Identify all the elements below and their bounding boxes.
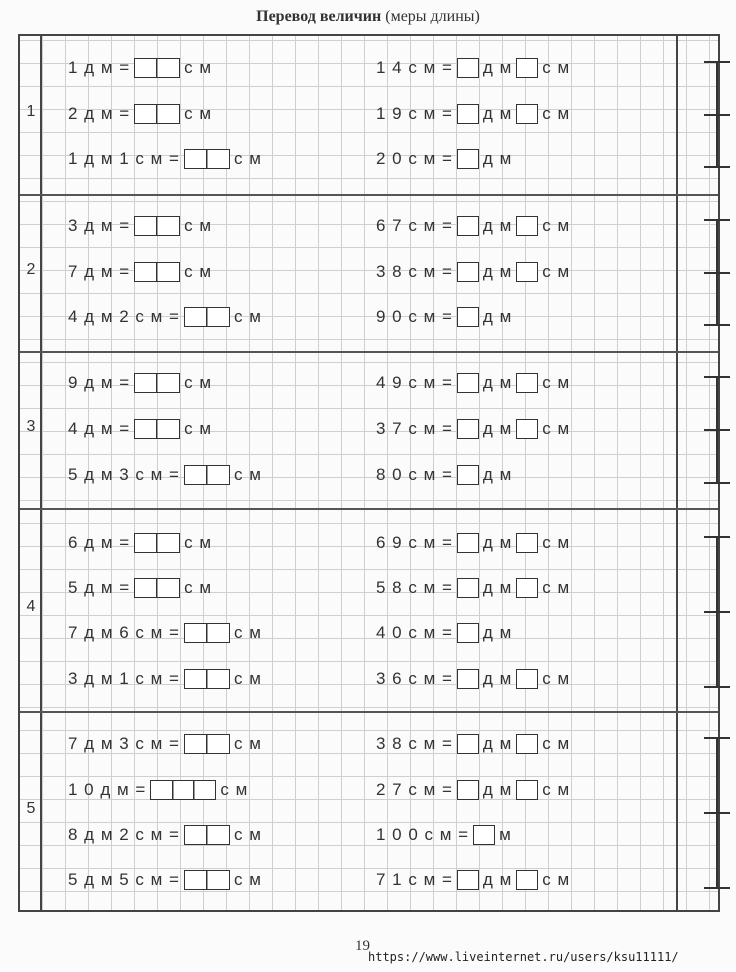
unit-label: с м bbox=[184, 262, 213, 281]
unit-label: д м bbox=[482, 465, 513, 484]
left-equation bbox=[68, 465, 262, 485]
ruler-tick bbox=[704, 166, 730, 168]
answer-box[interactable] bbox=[457, 419, 479, 439]
equation-expression: 5 д м = bbox=[68, 578, 131, 597]
equation-expression: 5 д м 5 с м = bbox=[68, 870, 180, 889]
segment-ruler bbox=[704, 537, 730, 687]
unit-label: с м bbox=[184, 578, 213, 597]
left-equation bbox=[68, 623, 262, 643]
answer-box[interactable] bbox=[457, 623, 479, 643]
unit-label: с м bbox=[233, 307, 262, 326]
page-number: 19 bbox=[355, 938, 370, 954]
unit-label: с м bbox=[233, 149, 262, 168]
section-number: 2 bbox=[26, 260, 36, 278]
equation-expression: 9 0 с м = bbox=[376, 307, 453, 326]
answer-box[interactable] bbox=[457, 216, 479, 236]
equation-expression: 3 8 с м = bbox=[376, 734, 453, 753]
unit-label: д м bbox=[482, 623, 513, 642]
answer-box[interactable] bbox=[134, 419, 180, 439]
answer-box[interactable] bbox=[516, 780, 538, 800]
equation-expression: 1 д м = bbox=[68, 58, 131, 77]
section-number: 5 bbox=[26, 799, 36, 817]
unit-label: с м bbox=[220, 780, 249, 799]
answer-box[interactable] bbox=[134, 216, 180, 236]
ruler-tick bbox=[704, 61, 730, 63]
equation-expression: 3 8 с м = bbox=[376, 262, 453, 281]
equation-expression: 4 д м 2 с м = bbox=[68, 307, 180, 326]
unit-label: с м bbox=[542, 870, 571, 889]
answer-box[interactable] bbox=[457, 533, 479, 553]
right-equation bbox=[376, 216, 570, 236]
segment-ruler bbox=[704, 220, 730, 325]
unit-label: д м bbox=[482, 58, 513, 77]
unit-label: с м bbox=[542, 104, 571, 123]
unit-label: д м bbox=[482, 533, 513, 552]
equation-expression: 3 7 с м = bbox=[376, 419, 453, 438]
equation-expression: 3 д м 1 с м = bbox=[68, 669, 180, 688]
unit-label: с м bbox=[542, 373, 571, 392]
equation-expression: 1 9 с м = bbox=[376, 104, 453, 123]
left-equation bbox=[68, 373, 212, 393]
answer-box[interactable] bbox=[457, 465, 479, 485]
answer-box[interactable] bbox=[134, 104, 180, 124]
unit-label: с м bbox=[184, 533, 213, 552]
unit-label: с м bbox=[233, 623, 262, 642]
left-equation bbox=[68, 262, 212, 282]
unit-label: с м bbox=[233, 669, 262, 688]
answer-box[interactable] bbox=[184, 734, 230, 754]
number-column-divider bbox=[40, 36, 42, 910]
answer-box[interactable] bbox=[457, 780, 479, 800]
unit-label: с м bbox=[233, 465, 262, 484]
unit-label: с м bbox=[184, 58, 213, 77]
right-equation bbox=[376, 307, 512, 327]
answer-box[interactable] bbox=[134, 533, 180, 553]
answer-box[interactable] bbox=[184, 870, 230, 890]
equation-expression: 4 9 с м = bbox=[376, 373, 453, 392]
segment-ruler bbox=[704, 62, 730, 167]
right-equation bbox=[376, 578, 570, 598]
equation-expression: 7 д м 6 с м = bbox=[68, 623, 180, 642]
ruler-tick bbox=[704, 429, 730, 431]
answer-box[interactable] bbox=[457, 307, 479, 327]
section-number: 1 bbox=[26, 103, 36, 120]
section-number: 3 bbox=[26, 417, 36, 435]
unit-label: д м bbox=[482, 734, 513, 753]
equation-expression: 8 д м 2 с м = bbox=[68, 825, 180, 844]
unit-label: с м bbox=[233, 870, 262, 889]
ruler-tick bbox=[704, 887, 730, 889]
unit-label: с м bbox=[233, 825, 262, 844]
left-equation bbox=[68, 669, 262, 689]
equation-expression: 4 д м = bbox=[68, 419, 131, 438]
equation-expression: 4 0 с м = bbox=[376, 623, 453, 642]
right-equation bbox=[376, 669, 570, 689]
ruler-column-divider bbox=[676, 36, 678, 910]
title-bold: Перевод величин bbox=[256, 8, 382, 25]
equation-expression: 6 7 с м = bbox=[376, 216, 453, 235]
unit-label: с м bbox=[184, 419, 213, 438]
right-equation bbox=[376, 58, 570, 78]
equation-expression: 7 д м 3 с м = bbox=[68, 734, 180, 753]
equation-expression: 3 6 с м = bbox=[376, 669, 453, 688]
equation-expression: 1 0 0 с м = bbox=[376, 825, 470, 844]
left-equation bbox=[68, 419, 212, 439]
unit-label: д м bbox=[482, 669, 513, 688]
segment-ruler bbox=[704, 377, 730, 483]
unit-label: д м bbox=[482, 870, 513, 889]
equation-expression: 2 д м = bbox=[68, 104, 131, 123]
answer-box[interactable] bbox=[457, 578, 479, 598]
left-equation bbox=[68, 825, 262, 845]
left-equation bbox=[68, 533, 212, 553]
answer-box[interactable] bbox=[457, 58, 479, 78]
unit-label: д м bbox=[482, 578, 513, 597]
unit-label: с м bbox=[542, 734, 571, 753]
right-equation bbox=[376, 104, 570, 124]
answer-box[interactable] bbox=[184, 149, 230, 169]
answer-box[interactable] bbox=[134, 262, 180, 282]
answer-box[interactable] bbox=[457, 149, 479, 169]
unit-label: д м bbox=[482, 149, 513, 168]
section-divider bbox=[20, 711, 718, 713]
left-equation bbox=[68, 149, 262, 169]
ruler-tick bbox=[704, 611, 730, 613]
unit-label: с м bbox=[184, 216, 213, 235]
equation-expression: 3 д м = bbox=[68, 216, 131, 235]
equation-expression: 6 9 с м = bbox=[376, 533, 453, 552]
right-equation bbox=[376, 465, 512, 485]
answer-box[interactable] bbox=[516, 870, 538, 890]
right-equation bbox=[376, 373, 570, 393]
section-divider bbox=[20, 351, 718, 353]
equation-expression: 5 д м 3 с м = bbox=[68, 465, 180, 484]
unit-label: д м bbox=[482, 373, 513, 392]
answer-box[interactable] bbox=[457, 104, 479, 124]
right-equation bbox=[376, 262, 570, 282]
unit-label: д м bbox=[482, 104, 513, 123]
unit-label: с м bbox=[542, 58, 571, 77]
unit-label: с м bbox=[233, 734, 262, 753]
section-divider bbox=[20, 194, 718, 196]
left-equation bbox=[68, 307, 262, 327]
equation-expression: 1 0 д м = bbox=[68, 780, 147, 799]
answer-box[interactable] bbox=[184, 825, 230, 845]
answer-box[interactable] bbox=[457, 262, 479, 282]
answer-box[interactable] bbox=[150, 780, 216, 800]
equation-expression: 8 0 с м = bbox=[376, 465, 453, 484]
answer-box[interactable] bbox=[134, 373, 180, 393]
ruler-tick bbox=[704, 219, 730, 221]
equation-expression: 1 4 с м = bbox=[376, 58, 453, 77]
unit-label: с м bbox=[542, 669, 571, 688]
section-number: 4 bbox=[26, 597, 36, 615]
answer-box[interactable] bbox=[457, 669, 479, 689]
left-equation bbox=[68, 104, 212, 124]
equation-expression: 2 0 с м = bbox=[376, 149, 453, 168]
right-equation bbox=[376, 780, 570, 800]
ruler-tick bbox=[704, 482, 730, 484]
unit-label: с м bbox=[542, 419, 571, 438]
ruler-tick bbox=[704, 272, 730, 274]
answer-box[interactable] bbox=[516, 104, 538, 124]
unit-label: д м bbox=[482, 262, 513, 281]
left-equation bbox=[68, 780, 248, 800]
left-equation bbox=[68, 216, 212, 236]
unit-label: с м bbox=[542, 780, 571, 799]
right-equation bbox=[376, 825, 512, 845]
right-equation bbox=[376, 149, 512, 169]
right-equation bbox=[376, 533, 570, 553]
answer-box[interactable] bbox=[516, 533, 538, 553]
unit-label: м bbox=[499, 825, 512, 844]
unit-label: с м bbox=[542, 216, 571, 235]
equation-expression: 7 д м = bbox=[68, 262, 131, 281]
right-equation bbox=[376, 870, 570, 890]
answer-box[interactable] bbox=[516, 669, 538, 689]
answer-box[interactable] bbox=[473, 825, 495, 845]
left-equation bbox=[68, 734, 262, 754]
equation-expression: 1 д м 1 с м = bbox=[68, 149, 180, 168]
equation-expression: 9 д м = bbox=[68, 373, 131, 392]
equation-expression: 5 8 с м = bbox=[376, 578, 453, 597]
answer-box[interactable] bbox=[516, 578, 538, 598]
ruler-tick bbox=[704, 686, 730, 688]
answer-box[interactable] bbox=[184, 669, 230, 689]
title-subtitle: (меры длины) bbox=[385, 8, 480, 25]
answer-box[interactable] bbox=[457, 870, 479, 890]
unit-label: д м bbox=[482, 307, 513, 326]
unit-label: с м bbox=[542, 262, 571, 281]
equation-expression: 7 1 с м = bbox=[376, 870, 453, 889]
answer-box[interactable] bbox=[134, 58, 180, 78]
ruler-tick bbox=[704, 812, 730, 814]
ruler-tick bbox=[704, 536, 730, 538]
unit-label: с м bbox=[542, 533, 571, 552]
equation-expression: 6 д м = bbox=[68, 533, 131, 552]
answer-box[interactable] bbox=[516, 58, 538, 78]
answer-box[interactable] bbox=[134, 578, 180, 598]
segment-ruler bbox=[704, 738, 730, 888]
answer-box[interactable] bbox=[184, 465, 230, 485]
unit-label: д м bbox=[482, 780, 513, 799]
watermark-url: https://www.liveinternet.ru/users/ksu11111/ bbox=[368, 950, 679, 964]
section-divider bbox=[20, 508, 718, 510]
equation-expression: 2 7 с м = bbox=[376, 780, 453, 799]
answer-box[interactable] bbox=[457, 373, 479, 393]
answer-box[interactable] bbox=[516, 734, 538, 754]
ruler-tick bbox=[704, 737, 730, 739]
ruler-tick bbox=[704, 324, 730, 326]
worksheet-grid bbox=[18, 34, 720, 912]
left-equation bbox=[68, 870, 262, 890]
ruler-tick bbox=[704, 114, 730, 116]
unit-label: д м bbox=[482, 419, 513, 438]
answer-box[interactable] bbox=[516, 216, 538, 236]
ruler-tick bbox=[704, 376, 730, 378]
unit-label: д м bbox=[482, 216, 513, 235]
right-equation bbox=[376, 623, 512, 643]
unit-label: с м bbox=[542, 578, 571, 597]
answer-box[interactable] bbox=[184, 307, 230, 327]
right-equation bbox=[376, 419, 570, 439]
answer-box[interactable] bbox=[516, 262, 538, 282]
right-equation bbox=[376, 734, 570, 754]
answer-box[interactable] bbox=[516, 419, 538, 439]
answer-box[interactable] bbox=[457, 734, 479, 754]
page-title bbox=[0, 8, 736, 26]
unit-label: с м bbox=[184, 373, 213, 392]
answer-box[interactable] bbox=[516, 373, 538, 393]
unit-label: с м bbox=[184, 104, 213, 123]
left-equation bbox=[68, 58, 212, 78]
left-equation bbox=[68, 578, 212, 598]
answer-box[interactable] bbox=[184, 623, 230, 643]
